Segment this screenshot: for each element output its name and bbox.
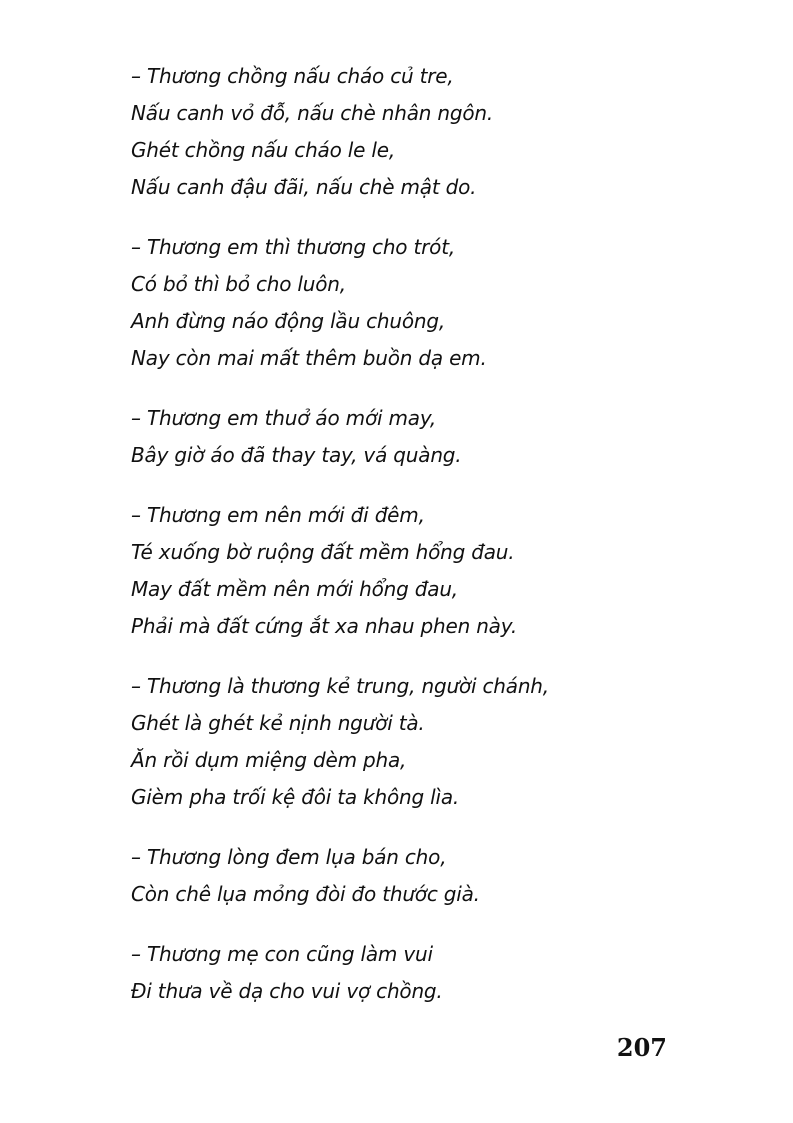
poem-line: – Thương em nên mới đi đêm, [131,503,425,527]
poem-line: – Thương là thương kẻ trung, người chánh, [131,674,549,698]
poem-line: Nay còn mai mất thêm buồn dạ em. [131,346,487,370]
stanza-2 [131,229,731,377]
poem-line: Anh đừng náo động lầu chuông, [131,309,446,333]
poem-line: Có bỏ thì bỏ cho luôn, [131,272,346,296]
stanza-7 [131,936,731,1010]
stanza-3 [131,400,731,474]
poem-line: Nấu canh vỏ đỗ, nấu chè nhân ngôn. [131,101,494,125]
poem-line: Té xuống bờ ruộng đất mềm hổng đau. [131,540,515,564]
poem-line: Ghét là ghét kẻ nịnh người tà. [131,711,425,735]
poem-line: – Thương mẹ con cũng làm vui [131,942,433,966]
poem-line: – Thương em thì thương cho trót, [131,235,455,259]
poem-line: – Thương chồng nấu cháo củ tre, [131,64,454,88]
poem-body [131,58,731,1033]
poem-line: May đất mềm nên mới hổng đau, [131,577,458,601]
poem-line: Phải mà đất cứng ắt xa nhau phen này. [131,614,517,638]
page-number: 207 [616,1033,667,1062]
stanza-5 [131,668,731,816]
poem-line: Đi thưa về dạ cho vui vợ chồng. [131,979,443,1003]
poem-line: Gièm pha trối kệ đôi ta không lìa. [131,785,460,809]
poem-line: – Thương em thuở áo mới may, [131,406,437,430]
poem-line: – Thương lòng đem lụa bán cho, [131,845,447,869]
stanza-4 [131,497,731,645]
poem-line: Còn chê lụa mỏng đòi đo thước già. [131,882,480,906]
poem-line: Ăn rồi dụm miệng dèm pha, [131,748,407,772]
poem-line: Bây giờ áo đã thay tay, vá quàng. [131,443,462,467]
stanza-6 [131,839,731,913]
poem-line: Ghét chồng nấu cháo le le, [131,138,396,162]
stanza-1 [131,58,731,206]
poem-line: Nấu canh đậu đãi, nấu chè mật do. [131,175,477,199]
